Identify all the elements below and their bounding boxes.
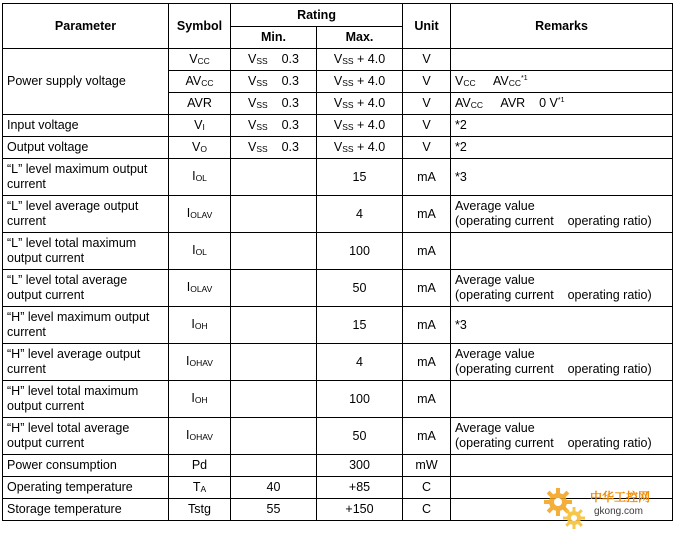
unit: C (403, 499, 451, 521)
symbol-ta: TA (169, 477, 231, 499)
max-value: 300 (317, 455, 403, 477)
param-power-consumption: Power consumption (3, 455, 169, 477)
remark (451, 455, 673, 477)
remark (451, 233, 673, 270)
remark: *3 (451, 159, 673, 196)
param-current: “H” level average output current (3, 344, 169, 381)
min-value (231, 159, 317, 196)
min-value (231, 307, 317, 344)
table-row (3, 418, 673, 455)
param-current: “H” level maximum output current (3, 307, 169, 344)
min-value: VSS 0.3 (231, 93, 317, 115)
unit: mA (403, 270, 451, 307)
watermark (540, 482, 668, 534)
symbol: IOHAV (169, 418, 231, 455)
table-row (3, 233, 673, 270)
param-output-voltage: Output voltage (3, 137, 169, 159)
symbol: IOLAV (169, 270, 231, 307)
param-current: “L” level total maximum output current (3, 233, 169, 270)
remark (451, 381, 673, 418)
symbol: IOH (169, 307, 231, 344)
unit: V (403, 137, 451, 159)
remark: *3 (451, 307, 673, 344)
table-row (3, 137, 673, 159)
max-value: 100 (317, 233, 403, 270)
param-current: “H” level total maximum output current (3, 381, 169, 418)
symbol-vi: VI (169, 115, 231, 137)
max-value: 15 (317, 307, 403, 344)
min-value (231, 196, 317, 233)
max-value: VSS + 4.0 (317, 137, 403, 159)
max-value: 100 (317, 381, 403, 418)
unit: mW (403, 455, 451, 477)
watermark-url: gkong.com (594, 506, 643, 517)
table-row (3, 196, 673, 233)
symbol: IOL (169, 159, 231, 196)
param-current: “L” level maximum output current (3, 159, 169, 196)
unit: mA (403, 418, 451, 455)
header-symbol: Symbol (169, 4, 231, 49)
unit: mA (403, 159, 451, 196)
unit: V (403, 93, 451, 115)
max-value: 4 (317, 196, 403, 233)
unit: mA (403, 381, 451, 418)
max-value: VSS + 4.0 (317, 93, 403, 115)
remark: Average value (operating current operating ratio) (451, 418, 673, 455)
unit: mA (403, 344, 451, 381)
param-power-supply-voltage: Power supply voltage (3, 49, 169, 115)
min-value: 40 (231, 477, 317, 499)
max-value: 4 (317, 344, 403, 381)
symbol: IOHAV (169, 344, 231, 381)
param-current: “H” level total average output current (3, 418, 169, 455)
param-operating-temperature: Operating temperature (3, 477, 169, 499)
unit: V (403, 115, 451, 137)
max-value: VSS + 4.0 (317, 115, 403, 137)
table-row (3, 455, 673, 477)
unit: V (403, 49, 451, 71)
max-value: 50 (317, 270, 403, 307)
max-value: +85 (317, 477, 403, 499)
remark: Average value (operating current operating ratio) (451, 270, 673, 307)
unit: mA (403, 307, 451, 344)
min-value (231, 344, 317, 381)
symbol: IOL (169, 233, 231, 270)
table-row (3, 49, 673, 71)
max-value: 15 (317, 159, 403, 196)
unit: C (403, 477, 451, 499)
max-value: +150 (317, 499, 403, 521)
param-storage-temperature: Storage temperature (3, 499, 169, 521)
table-row (3, 115, 673, 137)
min-value: 55 (231, 499, 317, 521)
max-value: VSS + 4.0 (317, 49, 403, 71)
min-value (231, 455, 317, 477)
header-max: Max. (317, 27, 403, 49)
symbol-pd: Pd (169, 455, 231, 477)
header-remarks: Remarks (451, 4, 673, 49)
watermark-text: 中华工控网 (590, 490, 651, 504)
remark: *2 (451, 137, 673, 159)
remark: VCC AVCC$^{*1}$ (451, 71, 673, 93)
min-value: VSS 0.3 (231, 115, 317, 137)
max-value: VSS + 4.0 (317, 71, 403, 93)
unit: V (403, 71, 451, 93)
table-row (3, 270, 673, 307)
min-value: VSS 0.3 (231, 71, 317, 93)
unit: mA (403, 196, 451, 233)
remark: AVCC AVR 0 $V^{*1}$ (451, 93, 673, 115)
min-value: VSS 0.3 (231, 137, 317, 159)
remark (451, 49, 673, 71)
param-current: “L” level total average output current (3, 270, 169, 307)
symbol-avcc: AVCC (169, 71, 231, 93)
min-value: VSS 0.3 (231, 49, 317, 71)
unit: mA (403, 233, 451, 270)
symbol-vcc: VCC (169, 49, 231, 71)
table-row (3, 381, 673, 418)
min-value (231, 270, 317, 307)
symbol: IOLAV (169, 196, 231, 233)
param-input-voltage: Input voltage (3, 115, 169, 137)
max-value: 50 (317, 418, 403, 455)
header-parameter: Parameter (3, 4, 169, 49)
remark: *2 (451, 115, 673, 137)
header-min: Min. (231, 27, 317, 49)
min-value (231, 418, 317, 455)
symbol: IOH (169, 381, 231, 418)
min-value (231, 233, 317, 270)
symbol-tstg: Tstg (169, 499, 231, 521)
table-row (3, 159, 673, 196)
param-current: “L” level average output current (3, 196, 169, 233)
header-unit: Unit (403, 4, 451, 49)
absolute-maximum-ratings-table (2, 3, 673, 521)
table-row (3, 307, 673, 344)
remark: Average value (operating current operating ratio) (451, 196, 673, 233)
gear-logo-icon (540, 482, 592, 534)
symbol-avr: AVR (169, 93, 231, 115)
header-rating: Rating (231, 4, 403, 27)
min-value (231, 381, 317, 418)
remark: Average value (operating current operating ratio) (451, 344, 673, 381)
symbol-vo: VO (169, 137, 231, 159)
table-row (3, 344, 673, 381)
